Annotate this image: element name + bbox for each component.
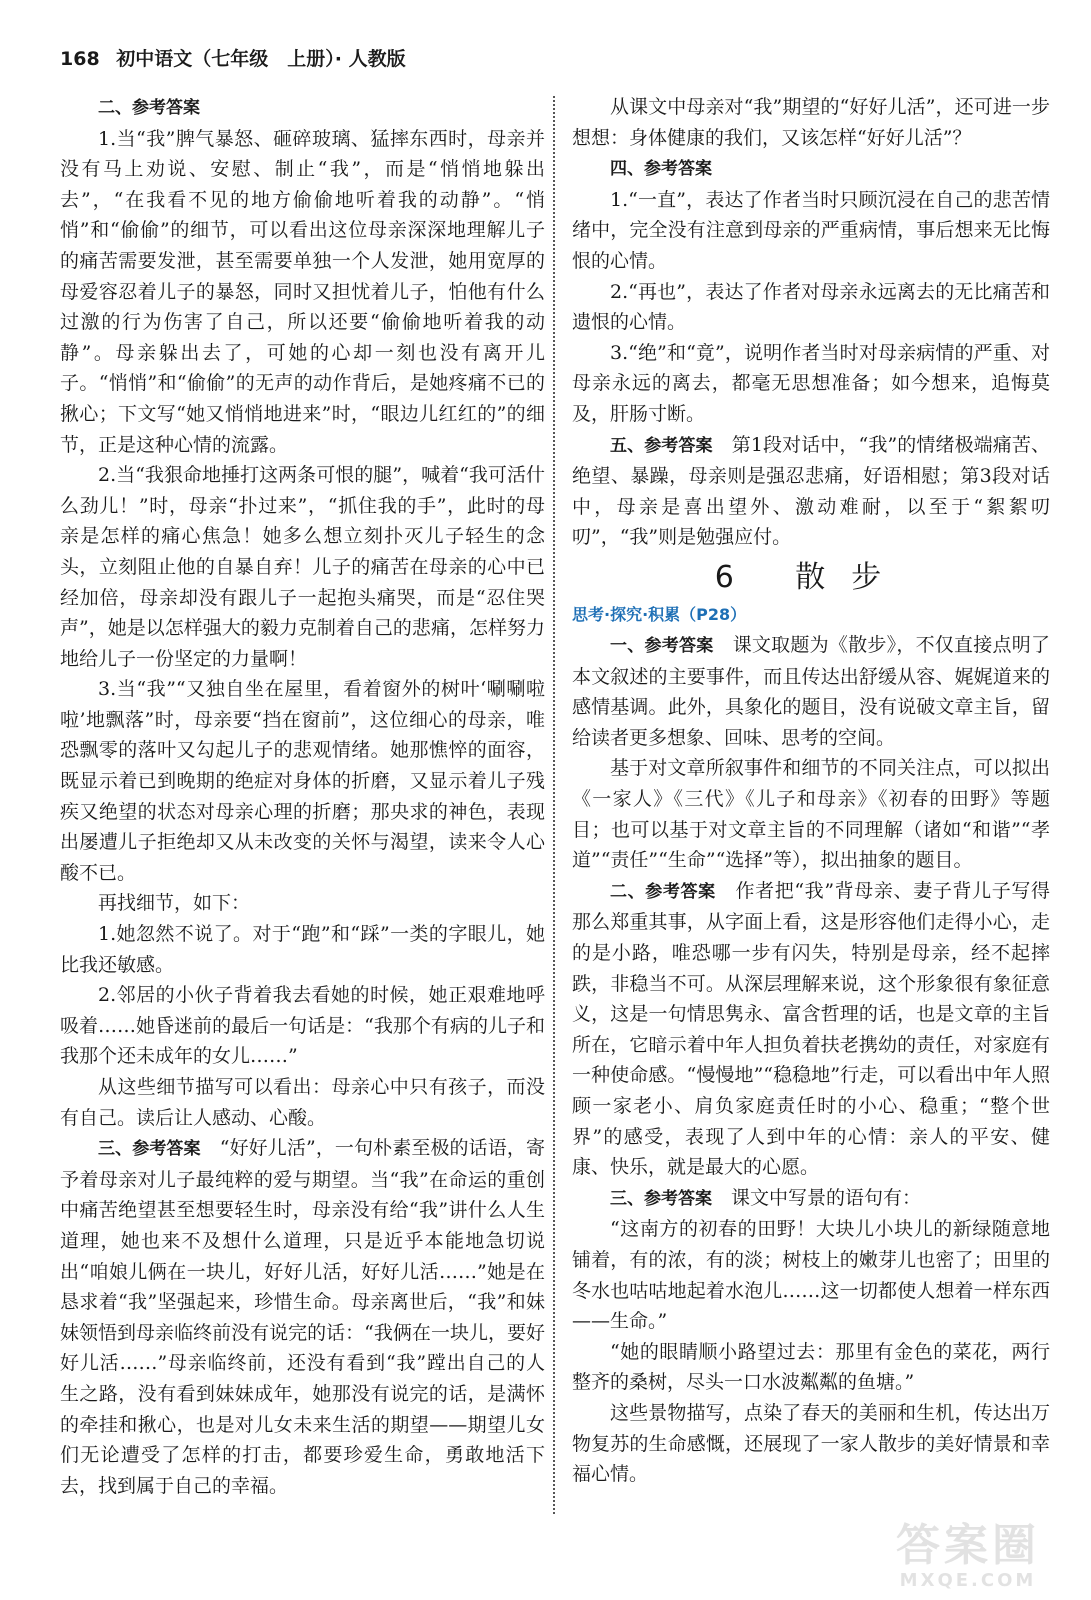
paragraph: 1.当“我”脾气暴怒、砸碎玻璃、猛摔东西时，母亲并没有马上劝说、安慰、制止“我”，而是“悄悄地躲出去”，“在我看不见的地方偷偷地听着我的动静”。“悄悄”和“偷偷”的细节，可以看出这位母亲深深地理解儿子的痛苦需要发泄，甚至需要单独一个人发泄，她用宽厚的母爱容忍着儿子的暴怒，同时又担忧着儿子，怕他有什么过激的行为伤害了自己，所以还要“偷偷地听着我的动静”。母亲躲出去了，可她的心却一刻也没有离开儿子。“悄悄”和“偷偷”的无声的动作背后，是她疼痛不已的揪心；下文写“她又悄悄地进来”时，“眼边儿红红的”的细节，正是这种心情的流露。 xyxy=(60,127,545,456)
paragraph: 五、参考答案 第1段对话中，“我”的情绪极端痛苦、绝望、暴躁，母亲则是强忍悲痛，好语相慰；第3段对话中，母亲是喜出望外、激动难耐，以至于“絮絮叨叨”，“我”则是勉强应付。 xyxy=(572,433,1050,549)
paragraph: 从课文中母亲对“我”期望的“好好儿活”，还可进一步想想：身体健康的我们，又该怎样“好好儿活”？ xyxy=(572,96,1050,149)
paragraph: 二、参考答案 作者把“我”背母亲、妻子背儿子写得那么郑重其事，从字面上看，这是形容他们走得小心，走的是小路，唯恐哪一步有闪失，特别是母亲，经不起摔跌，非稳当不可。从深层理解来说，这个形象很有象征意义，这是一句情思隽永、富含哲理的话，也是文章的主旨所在，它暗示着中年人担负着扶老携幼的责任，对家庭有一种使命感。“慢慢地”“稳稳地”行走，可以看出中年人照顾一家老小、肩负家庭责任时的小心、稳重；“整个世界”的感受，表现了人到中年的心情：亲人的平安、健康、快乐，就是最大的心愿。 xyxy=(572,879,1050,1179)
chapter-title: 6 散步 xyxy=(714,559,908,595)
paragraph: 这些景物描写，点染了春天的美丽和生机，传达出万物复苏的生命感慨，还展现了一家人散步的美好情景和幸福心情。 xyxy=(572,1401,1050,1486)
paragraph: “这南方的初春的田野！大块儿小块儿的新绿随意地铺着，有的浓，有的淡；树枝上的嫩芽儿也密了；田里的冬水也咕咕地起着水泡儿……这一切都使人想着一样东西——生命。” xyxy=(572,1218,1050,1333)
paragraph: 基于对文章所叙事件和细节的不同关注点，可以拟出《一家人》《三代》《儿子和母亲》《初春的田野》等题目；也可以基于对文章主旨的不同理解（诸如“和谐”“孝道”“责任”“生命”“选择”等），拟出抽象的题目。 xyxy=(572,757,1050,872)
paragraph: 2.当“我狠命地捶打这两条可恨的腿”，喊着“我可活什么劲儿！”时，母亲“扑过来”，“抓住我的手”，此时的母亲是怎样的痛心焦急！她多么想立刻扑灭儿子轻生的念头，立刻阻止他的自暴自弃！儿子的痛苦在母亲的心中已经加倍，母亲却没有跟儿子一起抱头痛哭，而是“忍住哭声”，她是以怎样强大的毅力克制着自己的悲痛，怎样努力地给儿子一份坚定的力量啊！ xyxy=(60,464,545,670)
paragraph: 3.当“我”“又独自坐在屋里，看着窗外的树叶‘唰唰啦啦’地飘落”时，母亲要“挡在窗前”，这位细心的母亲，唯恐飘零的落叶又勾起儿子的悲观情绪。她那憔悴的面容，既显示着已到晚期的绝症对身体的折磨，又显示着儿子残疾又绝望的状态对母亲心理的折磨；那央求的神色，表现出屡遭儿子拒绝却又从未改变的关怀与渴望，读来令人心酸不已。 xyxy=(60,678,545,884)
section-heading: 四、参考答案 xyxy=(610,159,712,180)
paragraph: 三、参考答案 课文中写景的语句有： xyxy=(610,1186,922,1209)
chapter-subhead: 思考·探究·积累（P28） xyxy=(572,604,747,624)
section-heading: 二、参考答案 xyxy=(610,881,716,902)
section-heading: 三、参考答案 xyxy=(610,1188,712,1209)
paragraph: 3.“绝”和“竟”，说明作者当时对母亲病情的严重、对母亲永远的离去，都毫无思想准备；如今想来，追悔莫及，肝肠寸断。 xyxy=(572,341,1050,425)
paragraph: 三、参考答案 “好好儿活”，一句朴素至极的话语，寄予着母亲对儿子最纯粹的爱与期望。当“我”在命运的重创中痛苦绝望甚至想要轻生时，母亲没有给“我”讲什么人生道理，她也来不及想什么道理，只是近乎本能地急切说出“咱娘儿俩在一块儿，好好儿活，好好儿活……”她是在恳求着“我”坚强起来，珍惜生命。母亲离世后，“我”和妹妹领悟到母亲临终前没有说完的话：“我俩在一块儿，要好好儿活……”母亲临终前，还没有看到“我”蹚出自己的人生之路，没有看到妹妹成年，她那没有说完的话，是满怀的牵挂和揪心，也是对儿女未来生活的期望——期望儿女们无论遭受了怎样的打击，都要珍爱生命，勇敢地活下去，找到属于自己的幸福。 xyxy=(60,1137,545,1497)
watermark-logo: 答案圈 MXQE.COM xyxy=(896,1520,1040,1591)
section-heading: 五、参考答案 xyxy=(610,435,713,456)
column-divider xyxy=(553,96,555,1514)
section-heading: 三、参考答案 xyxy=(98,1139,201,1160)
page-header xyxy=(60,44,406,71)
section-heading: 二、参考答案 xyxy=(98,98,200,118)
paragraph: “她的眼睛顺小路望过去：那里有金色的菜花，两行整齐的桑树，尽头一口水波粼粼的鱼塘。” xyxy=(572,1340,1050,1394)
paragraph: 1.“一直”，表达了作者当时只顾沉浸在自己的悲苦情绪中，完全没有注意到母亲的严重病情，事后想来无比悔恨的心情。 xyxy=(572,188,1050,272)
paragraph: 1.她忽然不说了。对于“跑”和“踩”一类的字眼儿，她比我还敏感。 xyxy=(60,923,545,976)
paragraph: 2.邻居的小伙子背着我去看她的时候，她正艰难地呼吸着……她昏迷前的最后一句话是：“我那个有病的儿子和我那个还未成年的女儿……” xyxy=(60,984,545,1068)
paragraph: 从这些细节描写可以看出：母亲心中只有孩子，而没有自己。读后让人感动、心酸。 xyxy=(60,1076,545,1129)
book-title: 初中语文（七年级 上册）· 人教版 xyxy=(116,48,406,70)
paragraph: 再找细节，如下： xyxy=(98,892,251,915)
page-number: 168 xyxy=(60,48,100,70)
section-heading: 一、参考答案 xyxy=(610,636,714,657)
right-column xyxy=(572,92,1050,1490)
paragraph: 2.“再也”，表达了作者对母亲永远离去的无比痛苦和遗恨的心情。 xyxy=(572,280,1050,334)
paragraph: 一、参考答案 课文取题为《散步》，不仅直接点明了本文叙述的主要事件，而且传达出舒缓从容、娓娓道来的感情基调。此外，具象化的题目，没有说破文章主旨，留给读者更多想象、回味、思考的空间。 xyxy=(572,634,1050,749)
left-column xyxy=(60,92,545,1501)
